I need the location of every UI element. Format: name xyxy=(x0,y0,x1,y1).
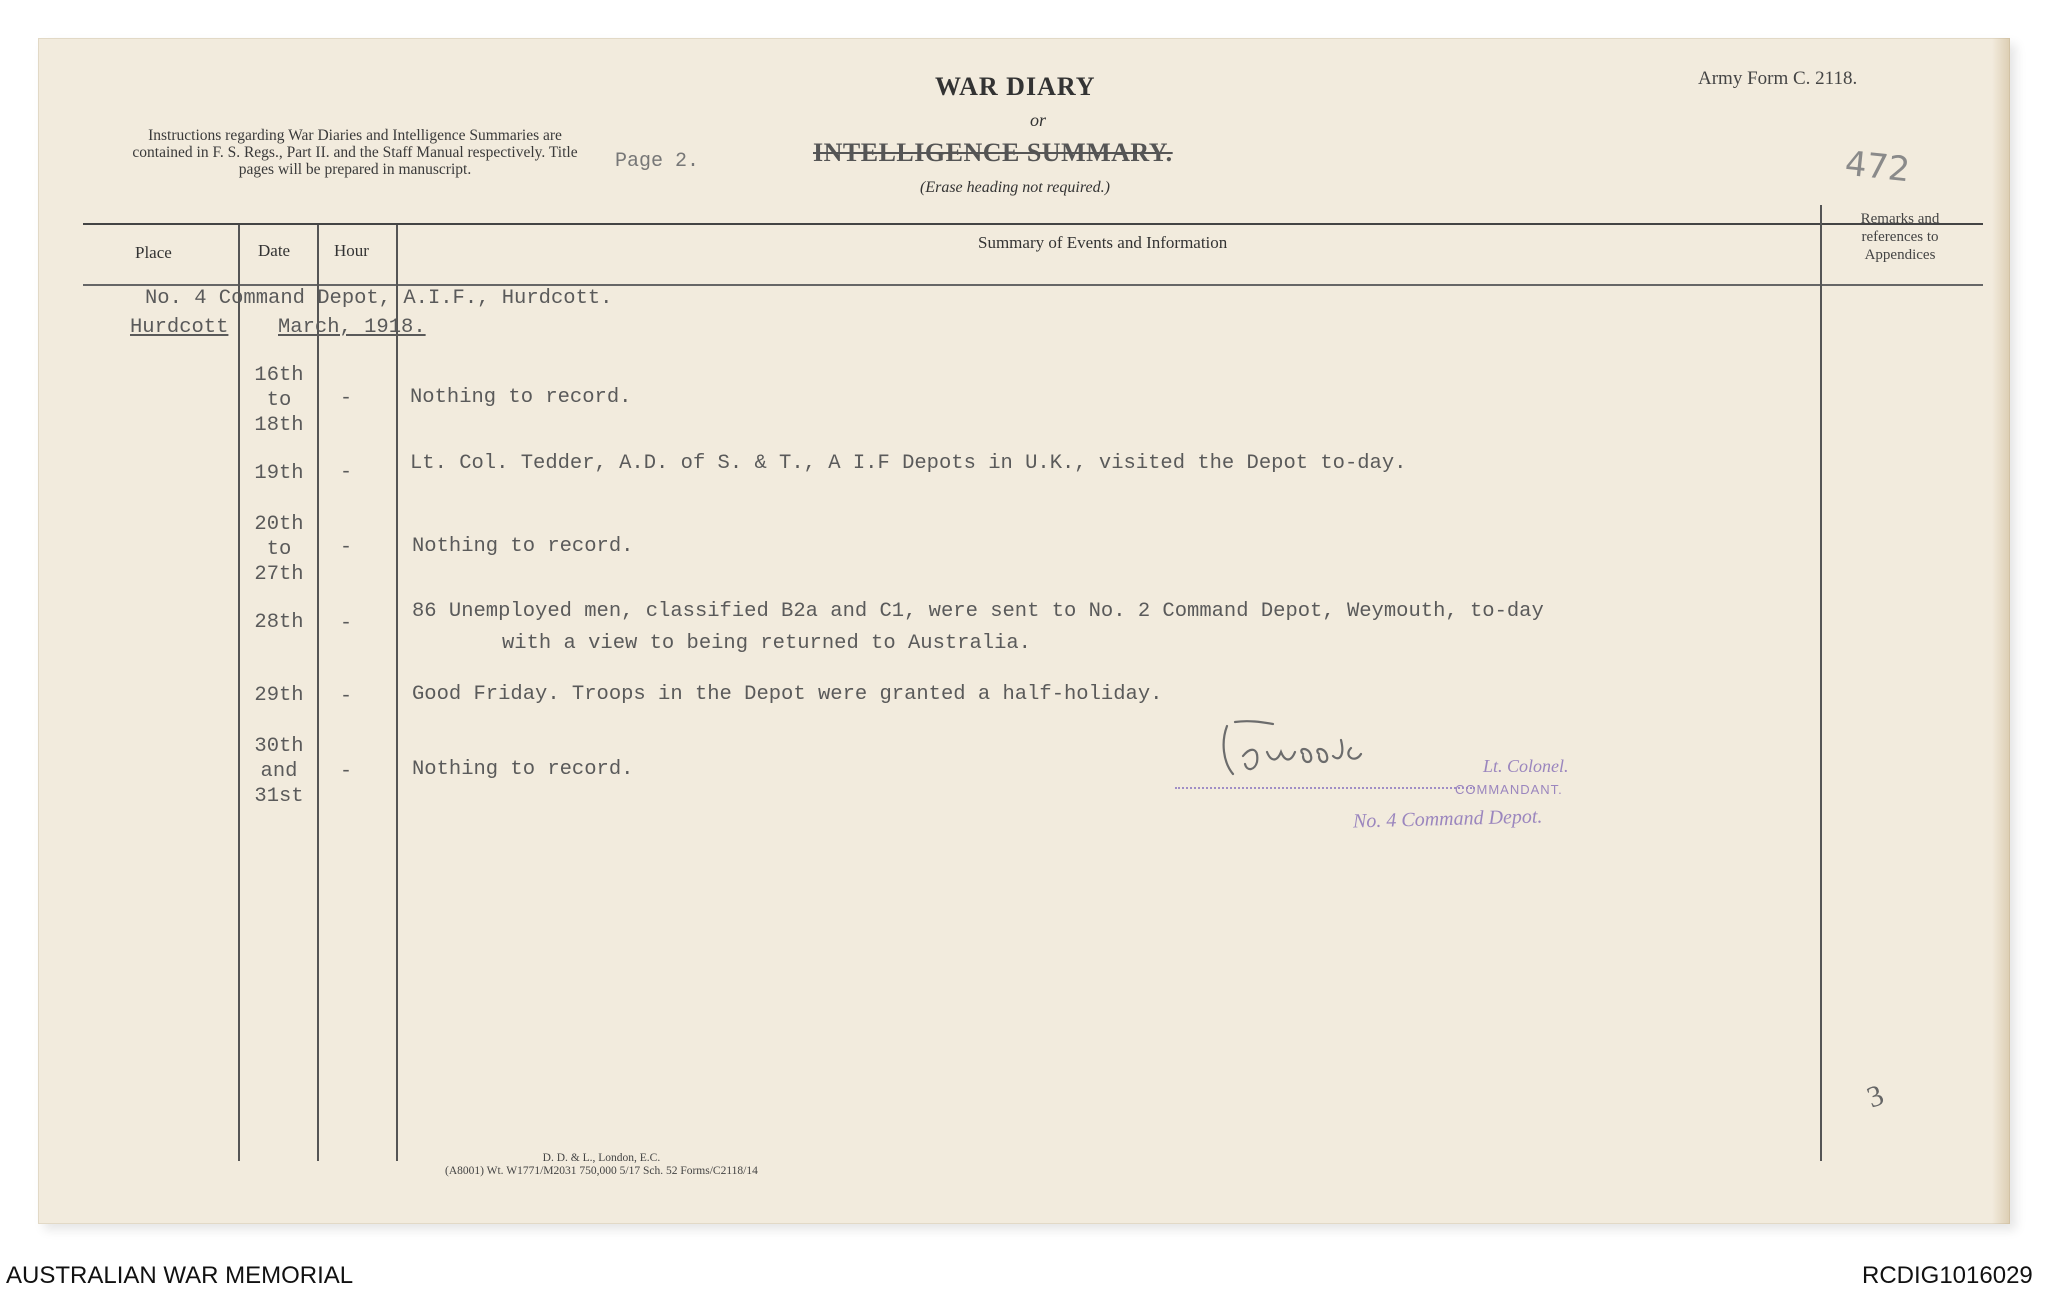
printer-line-2: (A8001) Wt. W1771/M2031 750,000 5/17 Sch. 52 Forms/C2118/14 xyxy=(445,1165,758,1177)
signature-mark xyxy=(1215,712,1415,792)
entry-text-continued: with a view to being returned to Australia. xyxy=(502,632,1031,655)
column-header-hour: Hour xyxy=(334,241,369,260)
entry-text: Nothing to record. xyxy=(412,758,634,781)
table-header-rule xyxy=(83,284,1983,286)
entry-hour: - xyxy=(340,760,353,783)
column-divider-summary xyxy=(1820,205,1822,1161)
printer-line-1: D. D. & L., London, E.C. xyxy=(542,1152,661,1164)
signature-unit: No. 4 Command Depot. xyxy=(1352,805,1543,833)
date-line: 29th xyxy=(254,684,304,707)
entry-text: Nothing to record. xyxy=(412,535,634,558)
column-header-date: Date xyxy=(258,241,291,260)
entry-date xyxy=(248,363,310,438)
entry-text: Lt. Col. Tedder, A.D. of S. & T., A I.F Depots in U.K., visited the Depot to-day. xyxy=(410,452,1407,475)
date-line: 28th xyxy=(254,611,304,634)
footer-archive-name: AUSTRALIAN WAR MEMORIAL xyxy=(6,1262,354,1289)
entry-hour: - xyxy=(340,387,353,410)
diary-title: WAR DIARY xyxy=(935,72,1096,101)
title-or: or xyxy=(1030,110,1047,130)
date-line: 20th xyxy=(254,513,304,536)
footer-record-id: RCDIG1016029 xyxy=(1862,1262,2033,1289)
page-number: Page 2. xyxy=(615,150,700,173)
entry-hour: - xyxy=(340,612,353,635)
date-line: and xyxy=(260,760,298,783)
date-line: to xyxy=(266,389,292,412)
date-line: to xyxy=(266,538,292,561)
column-divider-date xyxy=(317,225,319,1161)
form-code: Army Form C. 2118. xyxy=(1698,68,1858,89)
entry-text: Good Friday. Troops in the Depot were granted a half-holiday. xyxy=(412,683,1163,706)
entry-date xyxy=(248,512,310,587)
margin-mark: 3 xyxy=(1862,1078,1889,1115)
unit-heading: No. 4 Command Depot, A.I.F., Hurdcott. xyxy=(145,287,613,310)
instructions-text: Instructions regarding War Diaries and Intelligence Summaries are contained in F. S. Regs., Part II. and the Staff Manual respectively. Title pages will be prepared in manuscript. xyxy=(132,127,578,178)
entry-hour: - xyxy=(340,536,353,559)
table-top-rule xyxy=(83,223,1983,225)
date-line: 27th xyxy=(254,563,304,586)
date-line: 31st xyxy=(254,785,304,808)
entry-date xyxy=(248,461,310,486)
intelligence-summary-heading: INTELLIGENCE SUMMARY. xyxy=(813,138,1173,167)
date-line: 30th xyxy=(254,735,304,758)
column-divider-place xyxy=(238,225,240,1161)
entry-hour: - xyxy=(340,461,353,484)
entry-date xyxy=(248,610,310,635)
signature-line xyxy=(1175,787,1475,789)
erase-note: (Erase heading not required.) xyxy=(920,179,1110,196)
date-line: 19th xyxy=(254,462,304,485)
signature-rank: Lt. Colonel. xyxy=(1483,756,1569,776)
entry-text: Nothing to record. xyxy=(410,386,632,409)
column-header-summary: Summary of Events and Information xyxy=(978,233,1228,252)
document-page xyxy=(38,38,2010,1224)
printer-imprint xyxy=(445,1152,758,1178)
month-heading: March, 1918. xyxy=(278,316,426,339)
column-header-place: Place xyxy=(135,243,172,262)
column-divider-hour xyxy=(396,225,398,1161)
column-header-remarks: Remarks and references to Appendices xyxy=(1860,211,1940,263)
folio-number: 472 xyxy=(1843,143,1912,191)
entry-date xyxy=(248,683,310,708)
entry-hour: - xyxy=(340,685,353,708)
date-line: 16th xyxy=(254,364,304,387)
signature-title: COMMANDANT. xyxy=(1455,782,1563,797)
entry-date xyxy=(248,734,310,809)
entry-text: 86 Unemployed men, classified B2a and C1, were sent to No. 2 Command Depot, Weymouth, to-day xyxy=(412,600,1544,623)
date-line: 18th xyxy=(254,414,304,437)
place-heading: Hurdcott xyxy=(130,316,229,339)
